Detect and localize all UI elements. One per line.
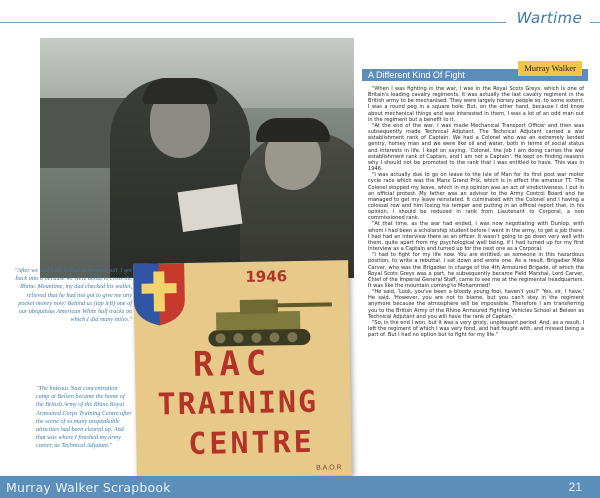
book-title: Murray Walker Scrapbook: [6, 480, 171, 495]
beret-icon: [256, 118, 330, 142]
rac-badge-icon: [133, 261, 187, 328]
wallet: [178, 184, 243, 232]
article-paragraph: "I was actually due to go on leave to the Isle of Man for its first post war motor cycle race which was the Manx Grand Prix, which is in effect the amateur TT. The Colonel stopped my leave, which in my opinion was an act of vindictiveness. I put in an official protest. My father was an advisor to the Army Control Board and he managed to get my leave reinstated. It culminated with the Colonel and I having a colossal row and him losing his temper and putting in an official report that, in his opinion, I should be reduced in rank from Lieutenant to Corporal, a non commissioned rank.: [368, 172, 584, 222]
article-paragraph: "At that time, as the war had ended, I was now negotiating with Dunlop, with whom I had been a scholarship student before I went in the army, to get a job there. I had had an interview there as an officer. It wasn't going to go down very well with them, quite apart from my psychological well being, if I had turned up for my first interview as a Captain and turned up for the next one as a Corporal.: [368, 221, 584, 253]
rac-booklet: [133, 260, 352, 479]
article-heading: A Different Kind Of Fight: [368, 70, 465, 80]
booklet-caption: "The hideous Nazi concentration camp at Belsen became the home of the British Army of the Rhine Royal Armoured Corps Training Centre after the scene of so many unspeakable atrocities had been cleared up. And that was where I finished my army career, as Technical Adjutant.": [36, 385, 132, 450]
photo-caption: "After we had both looked at my tank suit, I got back into it because we were about to cross the Rhine. Meantime, my dad checked his wallet, relieved that he had not got to give me any pocket money now! Behind us (top left) one of our ubiquitous American White half tracks on which I did many miles.": [14, 267, 132, 324]
article-paragraph: "So, in the end I won, but it was a very grisly, unpleasant period. And, as a result, I left the regiment of which I was very fond, and had fought with, and missed being a part of. But I had no option but to fight for my life.": [368, 319, 584, 339]
article-body: [368, 86, 584, 476]
booklet-year: 1946: [245, 267, 288, 286]
booklet-title-line-2: TRAINING: [157, 384, 319, 423]
section-title: Wartime: [516, 9, 582, 27]
article-paragraph: "He said, 'Look, you've been a bloody young fool, haven't you?' 'Yes, sir, I have.' He said, 'However, you are not to blame, but you can't stay in the regiment anymore because the atmosphere will be impossible. Therefore I am transferring you to the British Army of the Rhine Armoured Fighting Vehicles School at Belsen as Technical Adjutant and you will have the rank of Captain.': [368, 289, 584, 320]
booklet-title-line-3: CENTRE: [187, 424, 315, 462]
footer-bar: [0, 476, 600, 498]
article-paragraph: "At the end of the war, I was made Mechanical Transport Officer and then was subsequently made Technical Adjutant. The Technical Adjutant carried a war establishment rank of Captain. We had a Colonel who was an extremely landed gentry, horsey man and we were like oil and water, both in terms of social status and interests in life. I kept on saying, 'Colonel, the job I am doing carries the war establishment rank of Captain, and I am not a Captain'. He kept on finding reasons why I should not be promoted to the rank that I was entitled to have. This was in 1946.: [368, 122, 584, 173]
wartime-photo: [40, 38, 354, 278]
article-paragraph: "When I was fighting in the war, I was in the Royal Scots Greys, which is one of Britain's leading cavalry regiments. It was actually the last cavalry regiment in the British army to be mechanised. They were largely horsey people so, to some extent, I was a round peg in a square hole. But, on the other hand, because I did know about mechanical things and was interested in them, I was a lot of an odd man out in the regiment but a benefit to it.: [368, 86, 584, 123]
booklet-code: B.A.O.R: [315, 464, 342, 472]
author-tag: Murray Walker: [518, 61, 582, 76]
booklet-title-line-1: RAC: [192, 343, 273, 385]
page-number: 21: [568, 480, 582, 494]
beret-icon: [143, 78, 217, 104]
article-paragraph: "I had to fight for my life now. You are entitled, as someone in this hazardous position, to write a rebuttal. I sat down and wrote one. As a result, Brigadier Mike Carver, who was the Brigadier in charge of the 4th Armoured Brigade, of which the Royal Scots Greys was a part, he subsequently became Field Marshal, Lord Carver, Chief of the Imperial General Staff, came to see me at the regimental headquarters. It was like the mountain coming to Mohammed!: [368, 252, 584, 289]
